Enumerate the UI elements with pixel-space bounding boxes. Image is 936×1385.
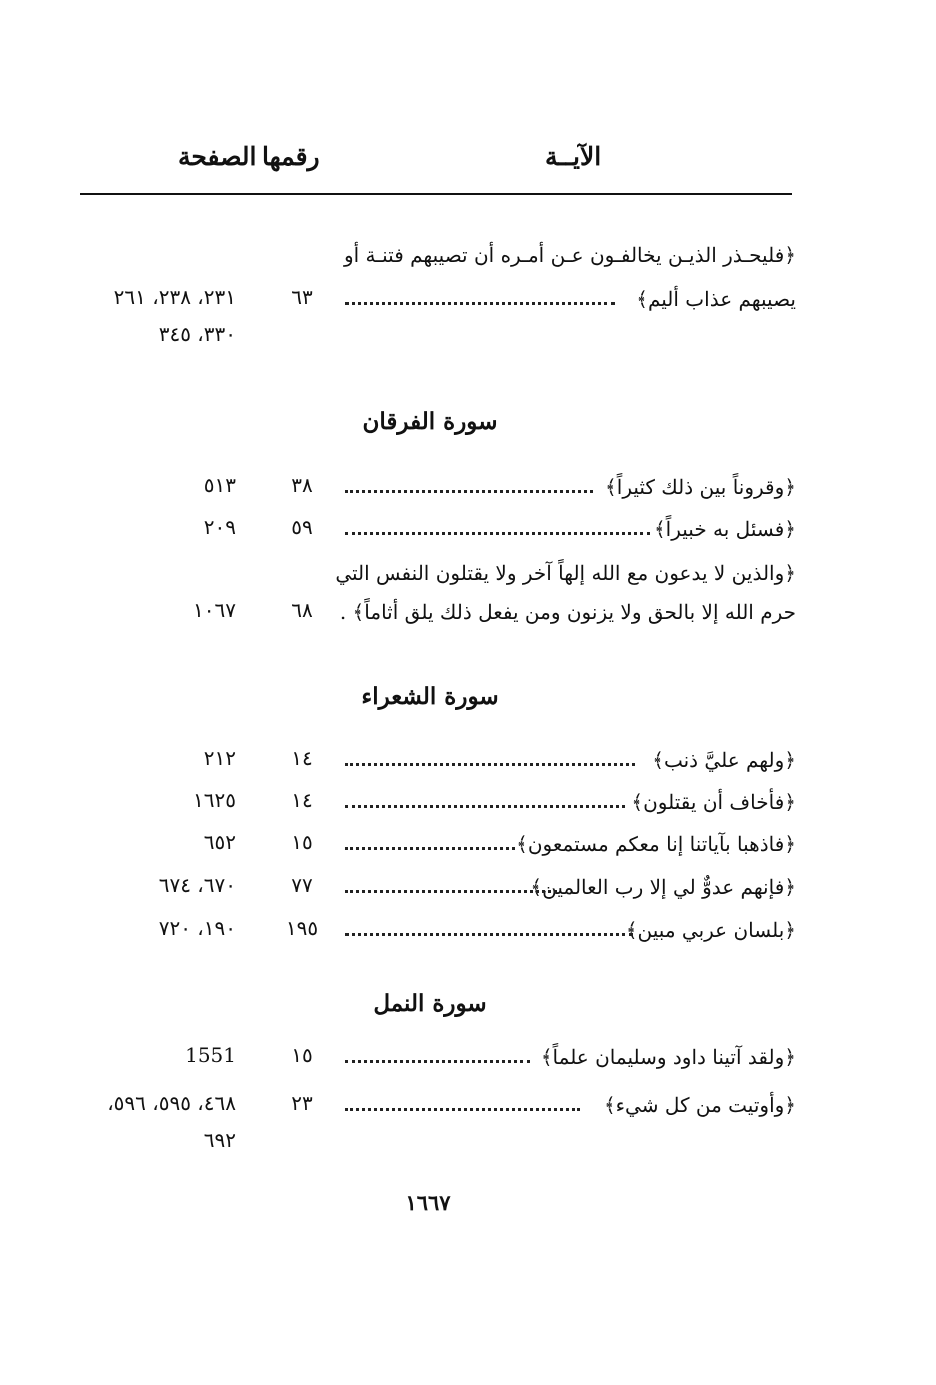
page-refs: ٢٣١، ٢٣٨، ٢٦١ (113, 285, 236, 309)
top-entry-line2: يصيبهم عذاب أليم﴾ (636, 287, 796, 311)
header-page: الصفحة (178, 142, 257, 171)
page-refs: ١٦٢٥ (193, 788, 236, 812)
verse-text: ﴿ولقد آتينا داود وسليمان علماً﴾ (540, 1045, 796, 1069)
page-refs: 1551 (185, 1043, 236, 1067)
page-refs: ٥١٣ (203, 473, 236, 497)
leader-dots (345, 1058, 530, 1063)
verse-number: ٦٨ (291, 598, 313, 622)
verse-number: ٦٣ (291, 285, 313, 309)
verse-number: ٢٣ (291, 1091, 313, 1115)
verse-number: ١٩٥ (285, 916, 319, 940)
verse-text: ﴿فاذهبا بآياتنا إنا معكم مستمعون﴾ (516, 832, 796, 856)
verse-number: ١٤ (291, 788, 313, 812)
page-refs: ٤٦٨، ٥٩٥، ٥٩٦، (107, 1091, 236, 1115)
verse-text: ﴿فإنهم عدوٌّ لي إلا رب العالمين﴾ (530, 875, 796, 899)
page-refs: ٦٧٠، ٦٧٤ (158, 873, 236, 897)
leader-dots (345, 488, 593, 493)
leader-dots (345, 300, 615, 305)
verse-number: ١٥ (291, 1043, 313, 1067)
verse-number: ٣٨ (291, 473, 313, 497)
leader-dots (345, 803, 625, 808)
leader-dots (345, 931, 633, 936)
leader-dots (345, 845, 515, 850)
verse-text: ﴿فسئل به خبيراً﴾ (653, 517, 796, 541)
verse-number: ٥٩ (291, 515, 313, 539)
verse-number: ١٥ (291, 830, 313, 854)
verse-number: ٧٧ (291, 873, 313, 897)
leader-dots (345, 530, 650, 535)
page-refs-cont: ٣٣٠، ٣٤٥ (158, 322, 236, 346)
page-refs: ١٩٠، ٧٢٠ (158, 916, 236, 940)
page-number: ١٦٦٧ (405, 1190, 451, 1215)
header-number: رقمها (262, 142, 320, 171)
verse-text: ﴿وأوتيت من كل شيء﴾ (603, 1093, 796, 1117)
surah-title: سورة النمل (373, 990, 487, 1017)
leader-dots (345, 888, 557, 893)
leader-dots (345, 1106, 580, 1111)
header-verse: الآيــة (545, 142, 602, 171)
header-rule (80, 193, 792, 195)
top-entry-line1: ﴿فليحـذر الذيـن يخالفـون عـن أمـره أن تصيبهم فتنـة أو (343, 243, 796, 267)
page-refs: ١٠٦٧ (193, 598, 236, 622)
verse-text: ﴿بلسان عربي مبين﴾ (625, 918, 796, 942)
verse-text: ﴿وقروناً بين ذلك كثيراً﴾ (605, 475, 796, 499)
verse-text: ﴿ولهم عليَّ ذنب﴾ (652, 748, 796, 772)
verse-number: ١٤ (291, 746, 313, 770)
page-refs: ٢٠٩ (203, 515, 236, 539)
verse-text-line2: حرم الله إلا بالحق ولا يزنون ومن يفعل ذلك يلق أثاماً﴾ . (339, 600, 796, 624)
surah-title: سورة الشعراء (361, 683, 499, 710)
page-refs: ٦٥٢ (203, 830, 236, 854)
leader-dots (345, 761, 635, 766)
verse-text: ﴿فأخاف أن يقتلون﴾ (631, 790, 796, 814)
verse-text-line1: ﴿والذين لا يدعون مع الله إلهاً آخر ولا يقتلون النفس التي (335, 561, 796, 585)
page-refs-cont: ٦٩٢ (203, 1128, 236, 1152)
surah-title: سورة الفرقان (362, 408, 498, 435)
page-refs: ٢١٢ (203, 746, 236, 770)
